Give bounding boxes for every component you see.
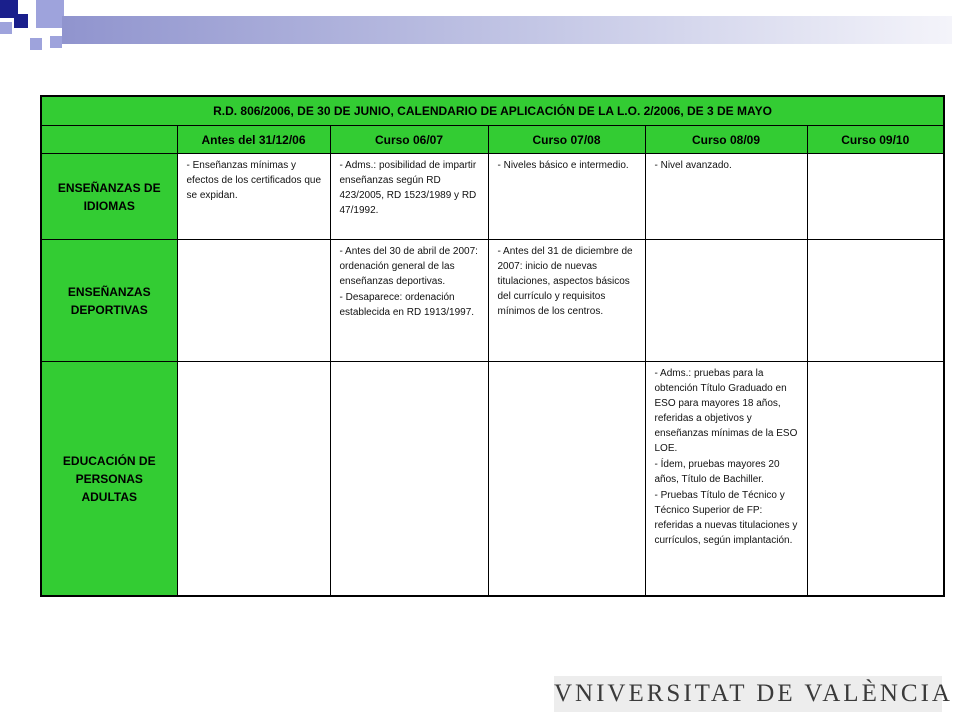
table-cell xyxy=(645,362,807,597)
row-header: EDUCACIÓN DE PERSONAS ADULTAS xyxy=(41,362,177,597)
cell-text: - Antes del 30 de abril de 2007: ordenación general de las enseñanzas deportivas. xyxy=(339,246,478,287)
table-cell-empty xyxy=(488,362,645,597)
table-cell-empty xyxy=(177,240,330,362)
table-cell xyxy=(330,154,488,240)
cell-text: - Adms.: posibilidad de impartir enseñanzas según RD 423/2005, RD 1523/1989 y RD 47/1992. xyxy=(339,160,477,216)
calendar-table xyxy=(40,95,945,597)
table-cell-empty xyxy=(807,362,944,597)
table-cell xyxy=(177,154,330,240)
column-header: Curso 06/07 xyxy=(330,126,488,154)
university-logo: VNIVERSITAT DE VALÈNCIA xyxy=(554,676,942,712)
cell-text: - Nivel avanzado. xyxy=(654,160,732,171)
corner-square-light-2 xyxy=(0,22,12,34)
table-cell xyxy=(488,154,645,240)
column-header: Curso 07/08 xyxy=(488,126,645,154)
header-gradient-bar xyxy=(62,16,952,44)
corner-square-dark-2 xyxy=(14,14,28,28)
column-header: Curso 08/09 xyxy=(645,126,807,154)
cell-text: - Ídem, pruebas mayores 20 años, Título de Bachiller. xyxy=(654,459,780,485)
table-row-adultas xyxy=(41,362,944,597)
table-title-row xyxy=(41,96,944,126)
corner-square-light-1 xyxy=(36,0,64,28)
table-cell-empty xyxy=(807,154,944,240)
cell-text: - Enseñanzas mínimas y efectos de los certificados que se expidan. xyxy=(186,160,322,201)
corner-square-light-3 xyxy=(30,38,42,50)
cell-text: - Adms.: pruebas para la obtención Título Graduado en ESO para mayores 18 años, referidas a objetivos y enseñanzas mínimas de la ESO LOE. xyxy=(654,368,798,454)
cell-text: - Antes del 31 de diciembre de 2007: inicio de nuevas titulaciones, aspectos básicos del currículo y requisitos mínimos de los centros. xyxy=(497,246,633,317)
table-cell xyxy=(488,240,645,362)
row-header: ENSEÑANZAS DE IDIOMAS xyxy=(41,154,177,240)
cell-text: - Pruebas Título de Técnico y Técnico Superior de FP: referidas a nuevas titulaciones y currículos, según implantación. xyxy=(654,490,798,546)
table-row-idiomas xyxy=(41,154,944,240)
table-cell-empty xyxy=(645,240,807,362)
table-cell-empty xyxy=(807,240,944,362)
column-header: Antes del 31/12/06 xyxy=(177,126,330,154)
table-cell-empty xyxy=(177,362,330,597)
column-header-empty xyxy=(41,126,177,154)
table-title: R.D. 806/2006, DE 30 DE JUNIO, CALENDARIO DE APLICACIÓN DE LA L.O. 2/2006, DE 3 DE MAYO xyxy=(41,96,944,126)
column-header-row xyxy=(41,126,944,154)
table-row-deportivas xyxy=(41,240,944,362)
cell-text: - Niveles básico e intermedio. xyxy=(497,160,629,171)
table-cell-empty xyxy=(330,362,488,597)
cell-text: - Desaparece: ordenación establecida en RD 1913/1997. xyxy=(339,292,475,318)
corner-square-light-4 xyxy=(50,36,62,48)
table-cell xyxy=(330,240,488,362)
row-header: ENSEÑANZAS DEPORTIVAS xyxy=(41,240,177,362)
column-header: Curso 09/10 xyxy=(807,126,944,154)
table-cell xyxy=(645,154,807,240)
